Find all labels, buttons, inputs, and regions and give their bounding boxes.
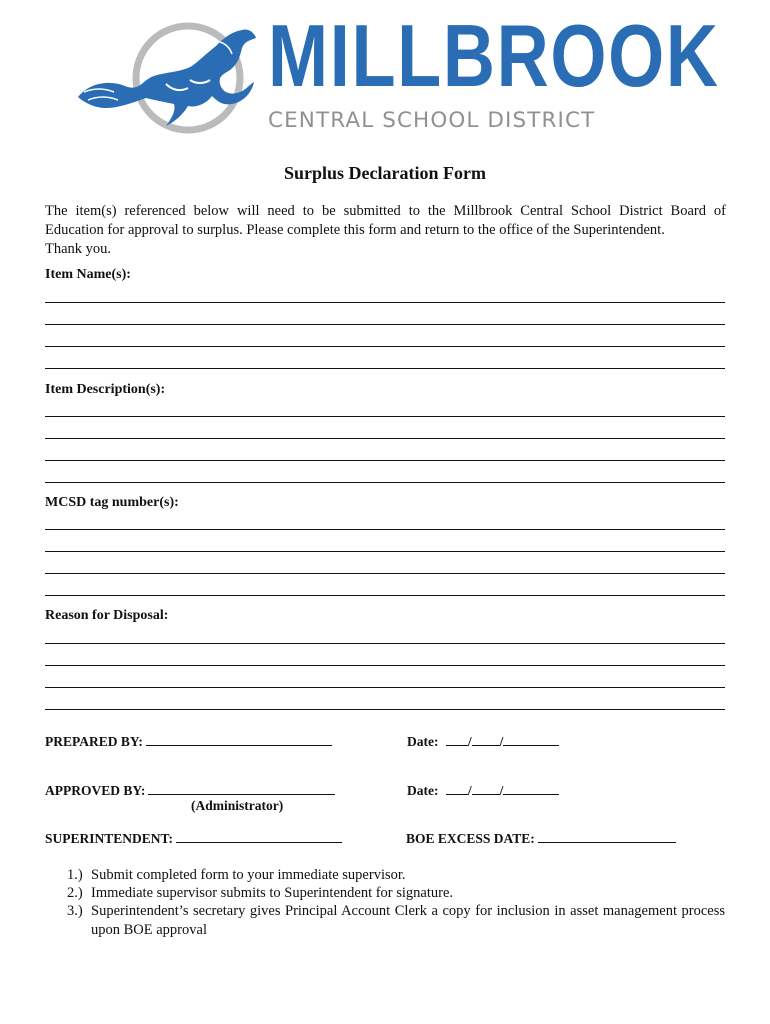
date-separator: / [499,734,504,749]
district-logo [70,6,720,136]
intro-line: Thank you. [45,241,112,257]
intro-line: Education for approval to surplus. Please complete this form and return to the office of the Superintendent. [45,222,665,238]
reason-label: Reason for Disposal: [45,608,169,623]
approved-by-row [45,782,335,799]
item-descriptions-line[interactable] [45,416,725,417]
superintendent-row [45,830,342,847]
item-names-line[interactable] [45,346,725,347]
reason-line[interactable] [45,687,725,688]
step-text: Submit completed form to your immediate supervisor. [91,867,406,883]
district-name: MILLBROOK [268,6,720,105]
step-number: 2.) [67,885,83,902]
tag-numbers-line[interactable] [45,573,725,574]
approved-by-label: APPROVED BY: [45,783,146,798]
boe-excess-date-field[interactable] [538,830,676,843]
boe-excess-date-label: BOE EXCESS DATE: [406,831,535,846]
prepared-by-field[interactable] [146,733,332,746]
item-names-line[interactable] [45,324,725,325]
approved-date-row [407,782,559,799]
list-item [67,866,725,884]
intro-line: The item(s) referenced below will need to be submitted to the Millbrook Central School District Board of [45,203,726,219]
superintendent-label: SUPERINTENDENT: [45,831,174,846]
prepared-by-label: PREPARED BY: [45,734,143,749]
date-separator: / [499,783,504,798]
prepared-date-row [407,733,559,750]
step-text: Immediate supervisor submits to Superintendent for signature. [91,885,454,902]
date-year-field[interactable] [503,782,559,795]
item-descriptions-label: Item Description(s): [45,382,166,397]
administrator-caption: (Administrator) [191,798,284,813]
approved-by-field[interactable] [148,782,335,795]
item-names-line[interactable] [45,368,725,369]
date-label: Date: [407,734,439,749]
step-number: 1.) [67,867,83,883]
date-day-field[interactable] [472,782,500,795]
date-label: Date: [407,783,439,798]
date-year-field[interactable] [503,733,559,746]
tag-numbers-line[interactable] [45,529,725,530]
item-names-line[interactable] [45,302,725,303]
mustang-horse-icon [70,22,270,134]
list-item [67,902,725,938]
tag-numbers-line[interactable] [45,595,725,596]
superintendent-field[interactable] [176,830,342,843]
date-day-field[interactable] [472,733,500,746]
instructions-list [67,866,725,939]
item-descriptions-line[interactable] [45,460,725,461]
district-subtitle: CENTRAL SCHOOL DISTRICT [268,108,596,133]
date-month-field[interactable] [446,733,468,746]
tag-numbers-label: MCSD tag number(s): [45,495,179,510]
item-descriptions-line[interactable] [45,438,725,439]
item-names-label: Item Name(s): [45,267,131,282]
date-separator: / [467,734,472,749]
step-text: Superintendent’s secretary gives Principal Account Clerk a copy for inclusion in asset management process upon BOE approval [91,903,725,938]
tag-numbers-line[interactable] [45,551,725,552]
reason-line[interactable] [45,643,725,644]
form-title: Surplus Declaration Form [284,163,486,183]
reason-line[interactable] [45,665,725,666]
intro-paragraph [45,202,726,259]
date-separator: / [467,783,472,798]
step-number: 3.) [67,903,83,920]
list-item [67,884,725,902]
reason-line[interactable] [45,709,725,710]
prepared-by-row [45,733,332,750]
date-month-field[interactable] [446,782,468,795]
item-descriptions-line[interactable] [45,482,725,483]
boe-excess-date-row [406,830,676,847]
